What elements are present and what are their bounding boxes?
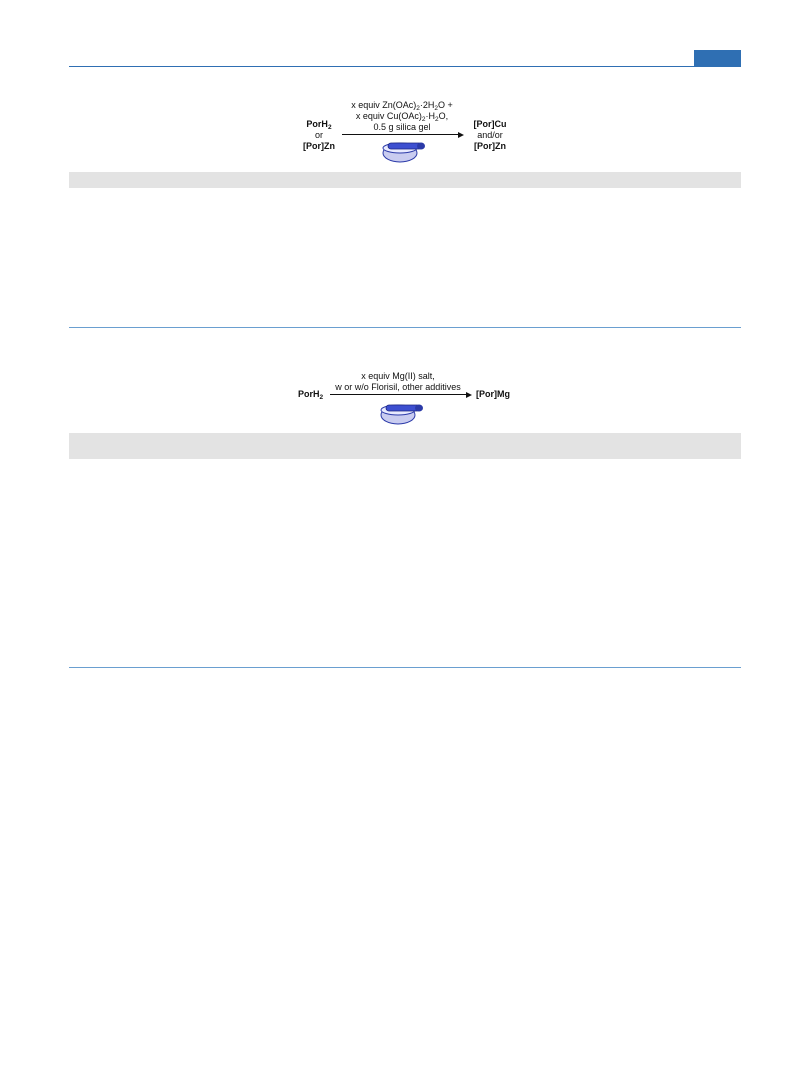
table-header-band-1 — [69, 172, 741, 188]
mortar-and-pestle-icon — [378, 398, 426, 426]
reactant-or: or — [314, 130, 323, 140]
condition-line-2: w or w/o Florisil, other additives — [335, 382, 461, 392]
reactant-porh2: PorH$_2$ — [306, 119, 332, 131]
condition-line-2: x equiv $Cu(OAc)_2\cdot H_2O$, — [355, 111, 449, 123]
mortar-and-pestle-icon — [380, 137, 428, 163]
condition-line-3: 0.5 g silica gel — [373, 122, 431, 132]
product-por-zn: [Por]Zn — [474, 141, 506, 151]
reaction-arrow — [330, 394, 467, 395]
header-tab — [694, 50, 741, 66]
header-rule — [69, 66, 741, 67]
reactant-por-zn: [Por]Zn — [303, 141, 335, 151]
condition-line-1: x equiv $Zn(OAc)_2\cdot 2H_2O$ + — [351, 100, 453, 112]
reaction-arrow — [342, 134, 459, 135]
reactant-porh2: PorH$_2$ — [298, 389, 324, 401]
product-por-cu: [Por]Cu — [473, 119, 507, 129]
table-header-band-2 — [69, 433, 741, 459]
condition-line-1: x equiv Mg(II) salt, — [361, 371, 435, 381]
product-por-mg: [Por]Mg — [476, 389, 510, 399]
section-divider-1 — [69, 327, 741, 328]
section-divider-2 — [69, 667, 741, 668]
product-and-or: and/or — [477, 130, 503, 140]
